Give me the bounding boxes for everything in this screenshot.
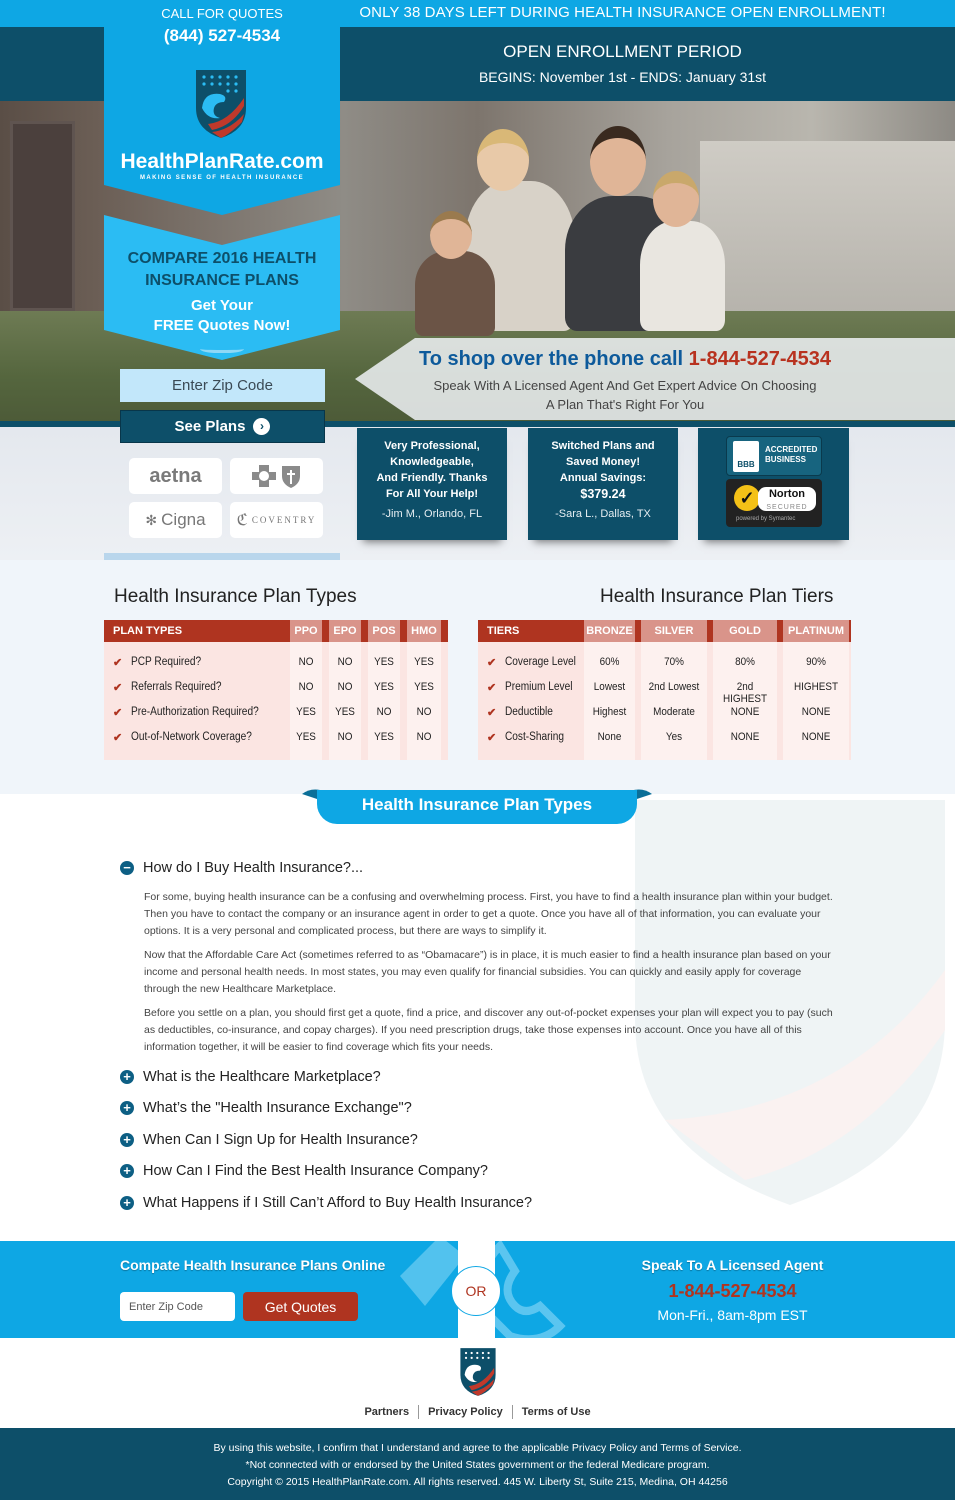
faq-item[interactable]: + When Can I Sign Up for Health Insurance? [120,1132,418,1148]
enrollment-countdown: ONLY 38 DAYS LEFT DURING HEALTH INSURANCE OPEN ENROLLMENT! [359,4,886,21]
enrollment-dates: BEGINS: November 1st - ENDS: January 31st [478,69,767,85]
sidebar-bottom-edge [104,553,340,560]
enrollment-title: OPEN ENROLLMENT PERIOD [503,42,742,61]
footer-disclaimer: *Not connected with or endorsed by the United States government or the federal Medicare program. [245,1459,710,1471]
checkmark-icon: ✔ [113,732,123,744]
speak-to-agent-title: Speak To A Licensed Agent [641,1257,824,1273]
house-door-image [10,121,75,311]
bbb-accredited-badge[interactable]: BBB ACCREDITED BUSINESS [726,436,822,476]
trust-badges [698,428,849,540]
faq-section-title: Health Insurance Plan Types [361,795,593,814]
quote-sidebar [104,0,340,560]
checkmark-icon: ✔ [113,682,123,694]
chevron-down-icon [200,343,244,353]
carrier-logo-aetna: aetna [129,458,222,494]
checkmark-icon: ✔ [487,732,497,744]
bbb-logo-icon: BBB [733,441,759,472]
brand-name[interactable]: HealthPlanRate.com [120,150,324,173]
faq-item[interactable]: + How Can I Find the Best Health Insurance Company? [120,1163,488,1179]
faq-answer: For some, buying health insurance can be a confusing and overwhelming process. First, you have to find a health insurance plan within your budget. Then you have to contact the company or an insurance agent in order to get a quote. Once you have all of that information, you can evaluate your options. It is a very personal and complicated process, but there are ways to simplify it. Now that the Affordable Care Act (sometimes referred to as “Obamacare”) is in place, it is much easier to find a health insurance plan based on your income and personal health needs. In most states, you may even qualify for financial subsidies. You can quickly and easily apply for coverage through the new Healthcare Marketplace. Before you settle on a plan, you should first get a quote, find a price, and discover any out-of-pocket expenses your plan will expect you to pay (such as deductibles, co-insurance, and copay charges). If you need prescription drugs, take those expenses into account. Once you have all of this information together, it will be easier to find coverage which fits your needs. [144,891,833,1053]
header-phone-number[interactable]: (844) 527-4534 [163,26,281,45]
testimonial-card [357,428,507,540]
phone-callout-subtext: Speak With A Licensed Agent And Get Expert Advice On Choosing A Plan That's Right For You [433,378,817,412]
expand-plus-icon: + [120,1196,134,1210]
checkmark-icon: ✔ [487,682,497,694]
phone-callout-prefix: To shop over the phone call [418,348,689,370]
agent-hours: Mon-Fri., 8am-8pm EST [657,1307,808,1323]
footer-legal [0,1428,955,1500]
get-quotes-button[interactable]: Get Quotes [243,1292,358,1321]
carrier-logo-cigna: ✻ Cigna [129,502,222,538]
norton-secured-badge[interactable]: ✓ Norton SECURED powered by Symantec [726,479,822,527]
cta-zip-code-input[interactable] [120,1292,235,1321]
family-image [395,111,735,331]
or-separator: OR [451,1266,501,1316]
faq-item-expanded[interactable]: − How do I Buy Health Insurance?... [120,860,363,876]
brand-tagline: MAKING SENSE OF HEALTH INSURANCE [139,175,305,181]
phone-callout [410,348,840,371]
plan-tiers-header: TIERS [478,620,851,642]
checkmark-icon: ✓ [734,485,760,511]
testimonial-author: -Sara L., Dallas, TX [555,508,651,520]
footer-copyright: Copyright © 2015 HealthPlanRate.com. All rights reserved. 445 W. Liberty St, Suite 215, Medina, OH 44256 [227,1476,728,1488]
carrier-logo-bcbs [230,458,323,494]
cigna-tree-icon: ✻ [145,511,158,528]
compare-plans-heading: COMPARE 2016 HEALTH INSURANCE PLANS [127,250,317,289]
faq-item[interactable]: + What is the Healthcare Marketplace? [120,1069,381,1085]
testimonial-author: -Jim M., Orlando, FL [381,508,483,520]
checkmark-icon: ✔ [487,657,497,669]
faq-item[interactable]: + What’s the "Health Insurance Exchange"? [120,1100,412,1116]
footer-link-partners[interactable]: Partners [364,1406,410,1418]
checkmark-icon: ✔ [113,657,123,669]
plan-types-title: Health Insurance Plan Types [114,586,357,607]
plan-tiers-title: Health Insurance Plan Tiers [600,586,834,607]
compare-online-title: Compate Health Insurance Plans Online [120,1257,386,1273]
agent-phone-number[interactable]: 1-844-527-4534 [668,1281,797,1301]
blue-cross-blue-shield-icon [247,463,307,489]
collapse-minus-icon: − [120,861,134,875]
garage-image [700,141,955,321]
eagle-shield-logo-icon [194,68,248,140]
testimonial-card [528,428,678,540]
footer-agreement-text: By using this website, I confirm that I understand and agree to the applicable Privacy Policy and Terms of Service. [213,1442,742,1454]
arrow-right-icon: › [253,418,270,435]
footer-eagle-shield-logo-icon [459,1346,497,1398]
footer-link-privacy-policy[interactable]: Privacy Policy [428,1406,503,1418]
faq-item[interactable]: + What Happens if I Still Can’t Afford to Buy Health Insurance? [120,1195,532,1211]
link-separator [418,1405,419,1419]
testimonial-quote: Switched Plans and Saved Money! Annual Savings: $379.24 [551,440,655,501]
free-quotes-heading: Get Your FREE Quotes Now! [153,297,291,334]
call-for-quotes-label: CALL FOR QUOTES [161,6,283,21]
faq-section-ribbon [302,788,652,824]
testimonial-quote: Very Professional, Knowledgeable, And Friendly. Thanks For All Your Help! [376,440,488,500]
see-plans-button[interactable]: See Plans › [120,410,325,443]
expand-plus-icon: + [120,1101,134,1115]
phone-callout-number[interactable]: 1-844-527-4534 [688,348,831,370]
footer-link-terms-of-use[interactable]: Terms of Use [521,1406,591,1418]
expand-plus-icon: + [120,1070,134,1084]
carrier-logo-coventry: ℭ COVENTRY [230,502,323,538]
link-separator [512,1405,513,1419]
plan-types-header: PLAN TYPES [104,620,448,642]
expand-plus-icon: + [120,1133,134,1147]
footer-nav [0,1405,955,1419]
zip-code-input[interactable] [120,369,325,402]
expand-plus-icon: + [120,1164,134,1178]
checkmark-icon: ✔ [487,707,497,719]
checkmark-icon: ✔ [113,707,123,719]
